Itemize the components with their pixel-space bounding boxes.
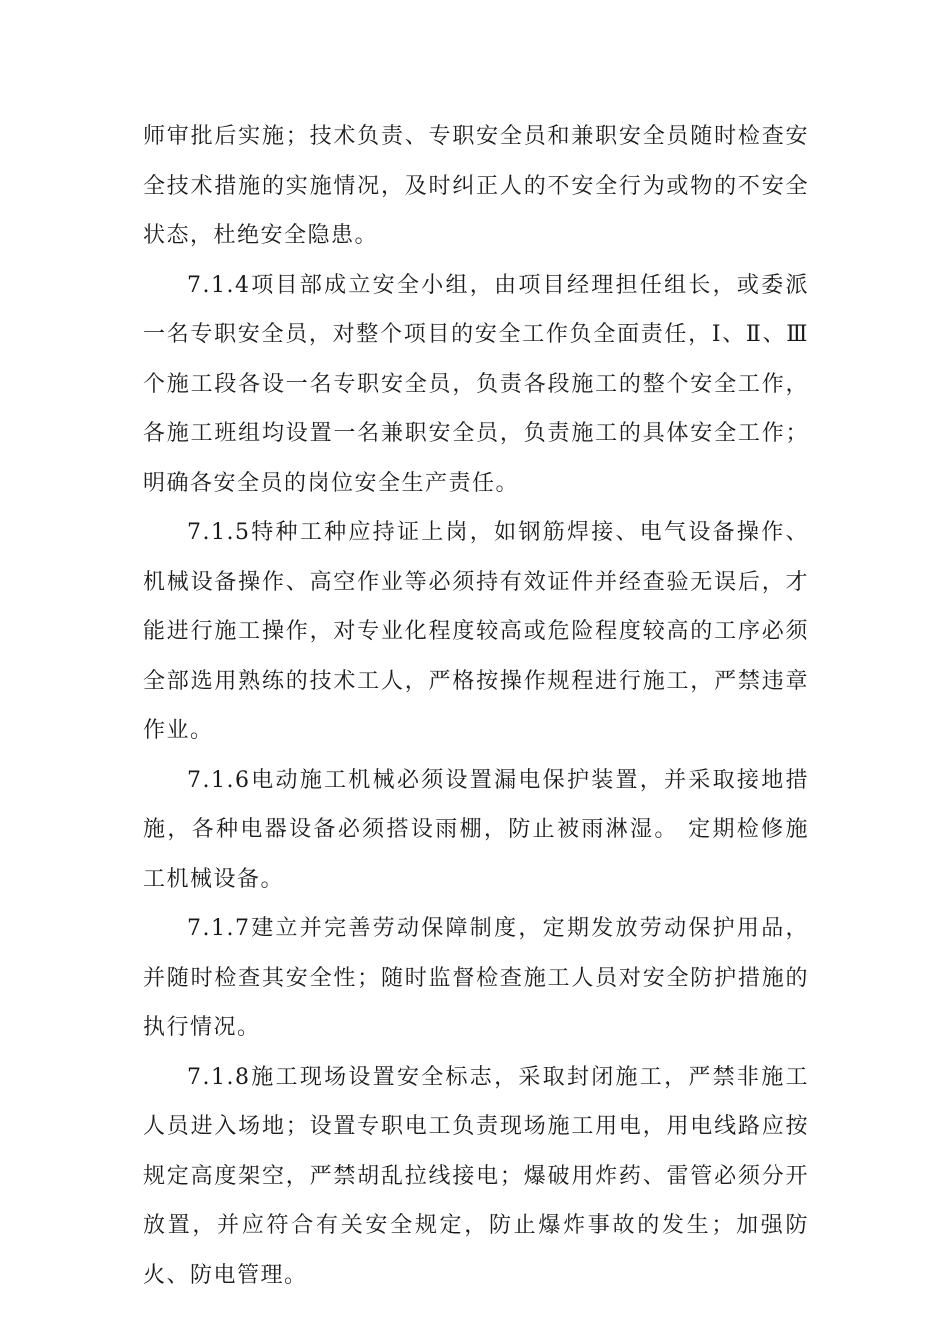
paragraph-7-1-7: 7.1.7建立并完善劳动保障制度，定期发放劳动保护用品，并随时检查其安全性；随时监督检查施工人员对安全防护措施的执行情况。 [143,916,809,1040]
document-body [143,112,809,1300]
paragraph-7-1-5: 7.1.5特种工种应持证上岗，如钢筋焊接、电气设备操作、机械设备操作、高空作业等必须持有效证件并经查验无误后，才能进行施工操作，对专业化程度较高或危险程度较高的工序必须全部选用熟练的技术工人，严格按操作规程进行施工，严禁违章作业。 [143,520,809,743]
paragraph-7-1-8: 7.1.8施工现场设置安全标志，采取封闭施工，严禁非施工人员进入场地；设置专职电工负责现场施工用电，用电线路应按规定高度架空，严禁胡乱拉线接电；爆破用炸药、雷管必须分开放置，并应符合有关安全规定，防止爆炸事故的发生；加强防火、防电管理。 [143,1064,809,1288]
paragraph-7-1-6: 7.1.6电动施工机械必须设置漏电保护装置，并采取接地措施，各种电器设备必须搭设雨棚，防止被雨淋湿。 定期检修施工机械设备。 [143,767,809,892]
paragraph-7-1-4: 7.1.4项目部成立安全小组，由项目经理担任组长，或委派一名专职安全员，对整个项目的安全工作负全面责任，Ⅰ、Ⅱ、Ⅲ个施工段各设一名专职安全员，负责各段施工的整个安全工作，各施工班组均设置一名兼职安全员，负责施工的具体安全工作；明确各安全员的岗位安全生产责任。 [143,272,809,496]
paragraph-continuation: 师审批后实施；技术负责、专职安全员和兼职安全员随时检查安全技术措施的实施情况，及时纠正人的不安全行为或物的不安全状态，杜绝安全隐患。 [143,124,809,248]
